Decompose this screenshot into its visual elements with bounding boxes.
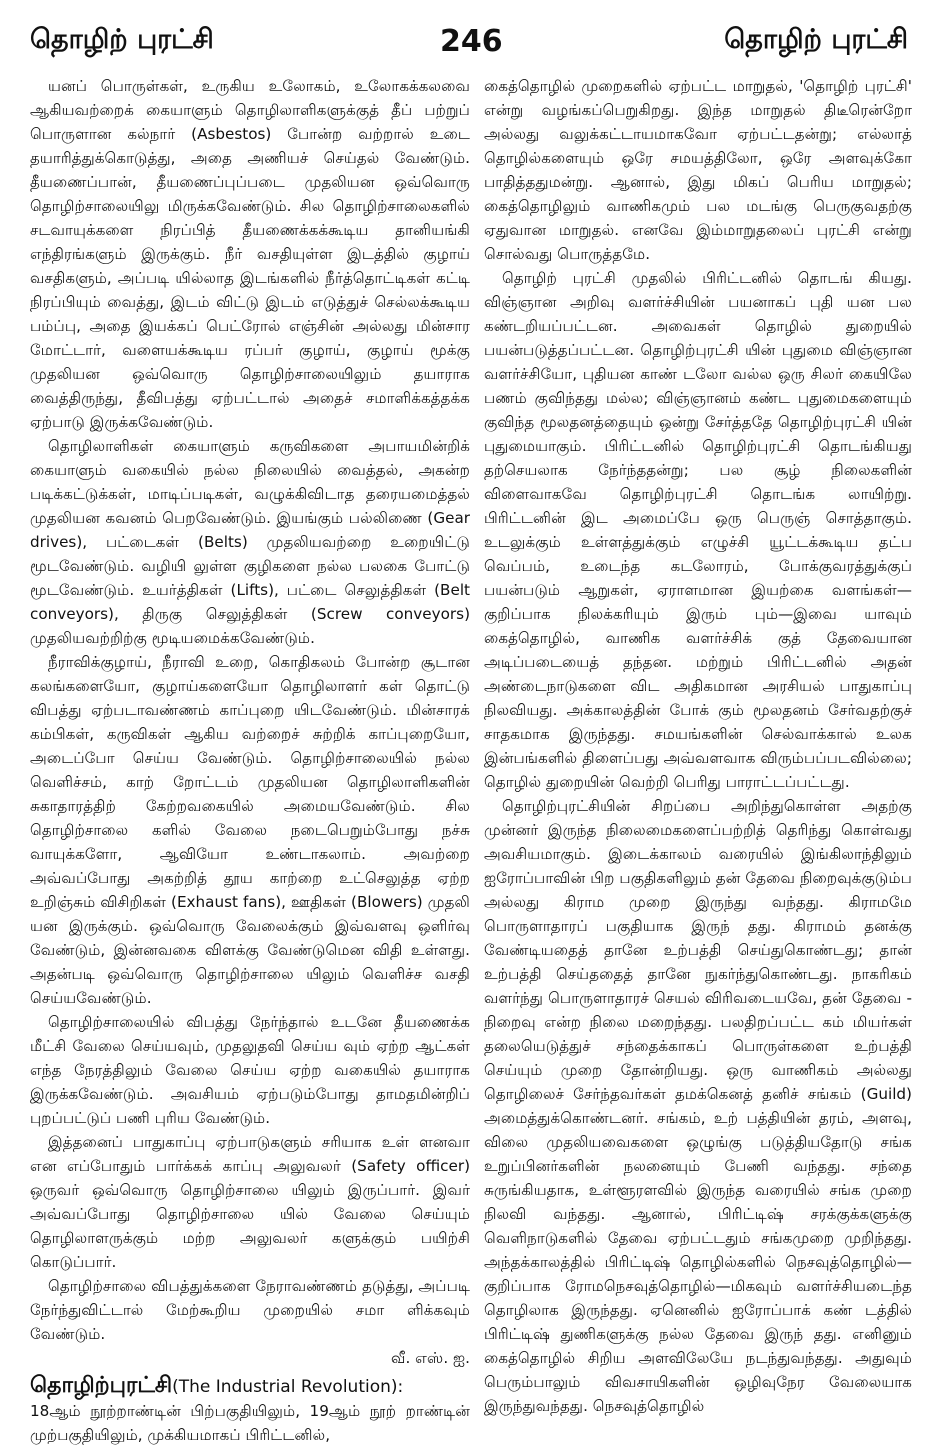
entry-title: தொழிற்புரட்சி xyxy=(30,1373,173,1398)
author-signature: வீ. எஸ். ஐ. xyxy=(390,1349,470,1367)
paragraph: தொழிற்புரட்சியின் சிறப்பை அறிந்துகொள்ள அதற்கு முன்னர் இருந்த நிலைமைகளைப்பற்றித் தெரிந்து கொள்வது அவசியமாகும். இடைக்காலம் வரையில் இங்கிலாந்திலும் ஐரோப்பாவின் பிற பகுதிகளிலும் தன் தேவை நிறைவுக்குடும்ப அல்லது கிராம முறை இருந்து வந்தது. கிராமமே பொருளாதாரப் பகுதியாக இருந் தது. கிராமம் தனக்கு வேண்டியதைத் தானே உற்பத்தி செய்துகொண்டது; தான் உற்பத்தி செய்ததைத் தானே நுகர்ந்துகொண்டது. நாகரிகம் வளர்ந்து பொருளாதாரச் செயல் விரிவடையவே, தன் தேவை - நிறைவு என்ற நிலை மறைந்தது. பலதிறப்பட்ட கம் மியர்கள் தலையெடுத்துச் சந்தைக்காகப் பொருள்களை உற்பத்தி செய்யும் முறை தோன்றியது. ஒரு வாணிகம் அல்லது தொழிலைச் சேர்ந்தவர்கள் தமக்கெனத் தனிச் சங்கம் (Guild) அமைத்துக்கொண்டனர். சங்கம், உற் பத்தியின் தரம், அளவு, விலை முதலியவைகளை ஒழுங்கு படுத்தியதோடு சங்க உறுப்பினர்களின் நலனையும் பேணி வந்தது. சந்தை சுருங்கியதாக, உள்ளூரளவில் இருந்த வரையில் சங்க முறை நிலவி வந்தது. ஆனால், பிரிட்டிஷ் சரக்குக்களுக்கு வெளிநாடுகளில் தேவை ஏற்பட்டதும் சங்கமுறை முறிந்தது. அந்தக்காலத்தில் பிரிட்டிஷ் தொழில்களில் நெசவுத்தொழில்—குறிப்பாக ரோமநெசவுத்தொழில்—மிகவும் வளர்ச்சியடைந்த தொழிலாக இருந்தது. ஏனெனில் ஐரோப்பாக் கண் டத்தில் பிரிட்டிஷ் துணிகளுக்கு நல்ல தேவை இருந் தது. எனினும் கைத்தொழில் சிறிய அளவிலேயே நடந்துவந்தது. அதுவும் பெரும்பாலும் விவசாயிகளின் ஒழிவுநேர வேலையாக இருந்துவந்தது. நெசவுத்தொழில் xyxy=(484,797,912,1415)
entry-text: 18ஆம் நூற்றாண்டின் பிற்பகுதியிலும், 19ஆம் நூற் றாண்டின் முற்பகுதியிலும், முக்கியமாகப் பிரிட்டனில், xyxy=(30,1402,470,1444)
entry-title-english: (The Industrial Revolution): xyxy=(172,1377,404,1397)
paragraph: இத்தனைப் பாதுகாப்பு ஏற்பாடுகளும் சரியாக உள் ளனவா என எப்போதும் பார்க்கக் காப்பு அலுவலர் (Safety officer) ஒருவர் ஒவ்வொரு தொழிற்சாலை யிலும் இருப்பார். இவர் அவ்வப்போது தொழிற்சாலை யில் வேலை செய்யும் தொழிலாளருக்கும் மற்ற அலுவலர் களுக்கும் பயிற்சி கொடுப்பார். xyxy=(30,1133,470,1271)
paragraph: தொழிற்சாலையில் விபத்து நேர்ந்தால் உடனே தீயணைக்க மீட்சி வேலை செய்யவும், முதலுதவி செய்ய வும் ஏற்ற ஆட்கள் எந்த நேரத்திலும் வேலை செய்ய ஏற்ற வகையில் தயாராக இருக்கவேண்டும். அவசியம் ஏற்படும்போது தாமதமின்றிப் புறப்பட்டுப் பணி புரிய வேண்டும். xyxy=(30,1013,470,1127)
paragraph: நீராவிக்குழாய், நீராவி உறை, கொதிகலம் போன்ற சூடான கலங்களையோ, குழாய்களையோ தொழிலாளர் கள் தொட்டு விபத்து ஏற்படாவண்ணம் காப்புறை யிடவேண்டும். மின்சாரக் கம்பிகள், கருவிகள் ஆகிய வற்றைச் சுற்றிக் காப்புறையோ, அடைப்போ செய்ய வேண்டும். தொழிற்சாலையில் நல்ல வெளிச்சம், காற் றோட்டம் முதலியன தொழிலாளிகளின் சுகாதாரத்திற் கேற்றவகையில் அமையவேண்டும். சில தொழிற்சாலை களில் வேலை நடைபெறும்போது நச்சு வாயுக்களோ, ஆவியோ உண்டாகலாம். அவற்றை அவ்வப்போது அகற்றித் தூய காற்றை உட்செலுத்த ஏற்ற உறிஞ்சும் விசிறிகள் (Exhaust fans), ஊதிகள் (Blowers) முதலி யன இருக்கும். ஒவ்வொரு வேலைக்கும் இவ்வளவு ஒளிர்வு வேண்டும், இன்னவகை விளக்கு வேண்டுமென விதி உள்ளது. அதன்படி ஒவ்வொரு தொழிற்சாலை யிலும் வெளிச்ச வசதி செய்யவேண்டும். xyxy=(30,653,470,1007)
page-header xyxy=(0,0,940,74)
paragraph: தொழிற் புரட்சி முதலில் பிரிட்டனில் தொடங் கியது. விஞ்ஞான அறிவு வளர்ச்சியின் பயனாகப் புதி யன பல கண்டறியப்பட்டன. அவைகள் தொழில் துறையில் பயன்படுத்தப்பட்டன. தொழிற்புரட்சி யின் புதுமை விஞ்ஞான வளர்ச்சியோ, புதியன காண் டலோ வல்ல ஒரு சிலர் கையிலே பணம் குவிந்தது மல்ல; விஞ்ஞானம் கண்ட புதுமைகளையும் குவிந்த மூலதனத்தையும் ஒன்று சேர்த்ததே தொழிற்புரட்சி யின் புதுமையாகும். பிரிட்டனில் தொழிற்புரட்சி தொடங்கியது தற்செயலாக நேர்ந்ததன்று; பல சூழ் நிலைகளின் விளைவாகவே தொழிற்புரட்சி தொடங்க லாயிற்று. பிரிட்டனின் இட அமைப்பே ஒரு பெருஞ் சொத்தாகும். உடலுக்கும் உள்ளத்துக்கும் எழுச்சி யூட்டக்கூடிய தட்ப வெப்பம், உடைந்த கடலோரம், போக்குவரத்துக்குப் பயன்படும் ஆறுகள், ஏராளமான இயற்கை வளங்கள்—குறிப்பாக நிலக்கரியும் இரும் பும்—இவை யாவும் கைத்தொழில், வாணிக வளர்ச்சிக் குத் தேவையான அடிப்படையைத் தந்தன. மற்றும் பிரிட்டனில் அதன் அண்டைநாடுகளை விட அதிகமான அரசியல் பாதுகாப்பு நிலவியது. அக்காலத்தின் போக் கும் மூலதனம் சேர்வதற்குச் சாதகமாக இருந்தது. சமயங்களின் செல்வாக்கால் உலக இன்பங்களில் திளைப்பது அவ்வளவாக விரும்பப்படவில்லை; தொழில் துறையின் வெற்றி பெரிது பாராட்டப்பட்டது. xyxy=(484,269,912,791)
paragraph: யனப் பொருள்கள், உருகிய உலோகம், உலோகக்கலவை ஆகியவற்றைக் கையாளும் தொழிலாளிகளுக்குத் தீப் பற்றுப் பொருளான கல்நார் (Asbestos) போன்ற வற்றால் உடை தயாரித்துக்கொடுத்து, அதை அணியச் செய்தல் வேண்டும். தீயணைப்பான், தீயணைப்புப்படை முதலியன ஒவ்வொரு தொழிற்சாலையிலு மிருக்கவேண்டும். சில தொழிற்சாலைகளில் சடவாயுக்களை நிரப்பித் தீயணைக்கக்கூடிய தானியங்கி எந்திரங்களும் இருக்கும். நீர் வசதியுள்ள இடத்தில் குழாய் வசதிகளும், அப்படி யில்லாத இடங்களில் நீர்த்தொட்டிகள் கட்டி நிரப்பியும் வைத்து, இடம் விட்டு இடம் எடுத்துச் செல்லக்கூடிய பம்ப்பு, அதை இயக்கப் பெட்ரோல் எஞ்சின் அல்லது மின்சார மோட்டார், வளையக்கூடிய ரப்பர் குழாய், குழாய் மூக்கு முதலியன ஒவ்வொரு தொழிற்சாலையிலும் தயாராக வைத்திருந்து, தீவிபத்து ஏற்பட்டால் அதைச் சமாளிக்கத்தக்க ஏற்பாடு இருக்கவேண்டும். xyxy=(30,77,470,431)
right-column xyxy=(484,74,912,1415)
paragraph: கைத்தொழில் முறைகளில் ஏற்பட்ட மாறுதல், 'தொழிற் புரட்சி' என்று வழங்கப்பெறுகிறது. இந்த மாறுதல் திடீரென்றோ அல்லது வலுக்கட்டாயமாகவோ ஏற்பட்டதன்று; எல்லாத் தொழில்களையும் ஒரே சமயத்திலோ, ஒரே அளவுக்கோ பாதித்ததுமன்று. ஆனால், இது மிகப் பெரிய மாறுதல்; கைத்தொழிலும் வாணிகமும் பல மடங்கு பெருகுவதற்கு ஏதுவான மாறுதல். எனவே இம்மாறுதலைப் புரட்சி என்று சொல்வது பொருத்தமே. xyxy=(484,77,912,263)
running-title-left: தொழிற் புரட்சி xyxy=(30,24,214,55)
running-title-right: தொழிற் புரட்சி xyxy=(724,24,908,55)
page-number: 246 xyxy=(440,24,503,59)
paragraph: தொழிற்சாலை விபத்துக்களை நேராவண்ணம் தடுத்து, அப்படி நேர்ந்துவிட்டால் மேற்கூறிய முறையில் சமா ளிக்கவும் வேண்டும். xyxy=(30,1277,470,1343)
left-column xyxy=(30,74,470,1444)
entry-heading xyxy=(30,1374,470,1399)
paragraph: தொழிலாளிகள் கையாளும் கருவிகளை அபாயமின்றிக் கையாளும் வகையில் நல்ல நிலையில் வைத்தல், அகன்ற படிக்கட்டுக்கள், மாடிப்படிகள், வழுக்கிவிடாத தரையமைத்தல் முதலியன கவனம் பெறவேண்டும். இயங்கும் பல்லிணை (Gear drives), பட்டைகள் (Belts) முதலியவற்றை உறையிட்டு மூடவேண்டும். வழியி லுள்ள குழிகளை நல்ல பலகை போட்டு மூடவேண்டும். உயர்த்திகள் (Lifts), பட்டை செலுத்திகள் (Belt conveyors), திருகு செலுத்திகள் (Screw conveyors) முதலியவற்றிற்கு மூடியமைக்கவேண்டும். xyxy=(30,437,470,647)
